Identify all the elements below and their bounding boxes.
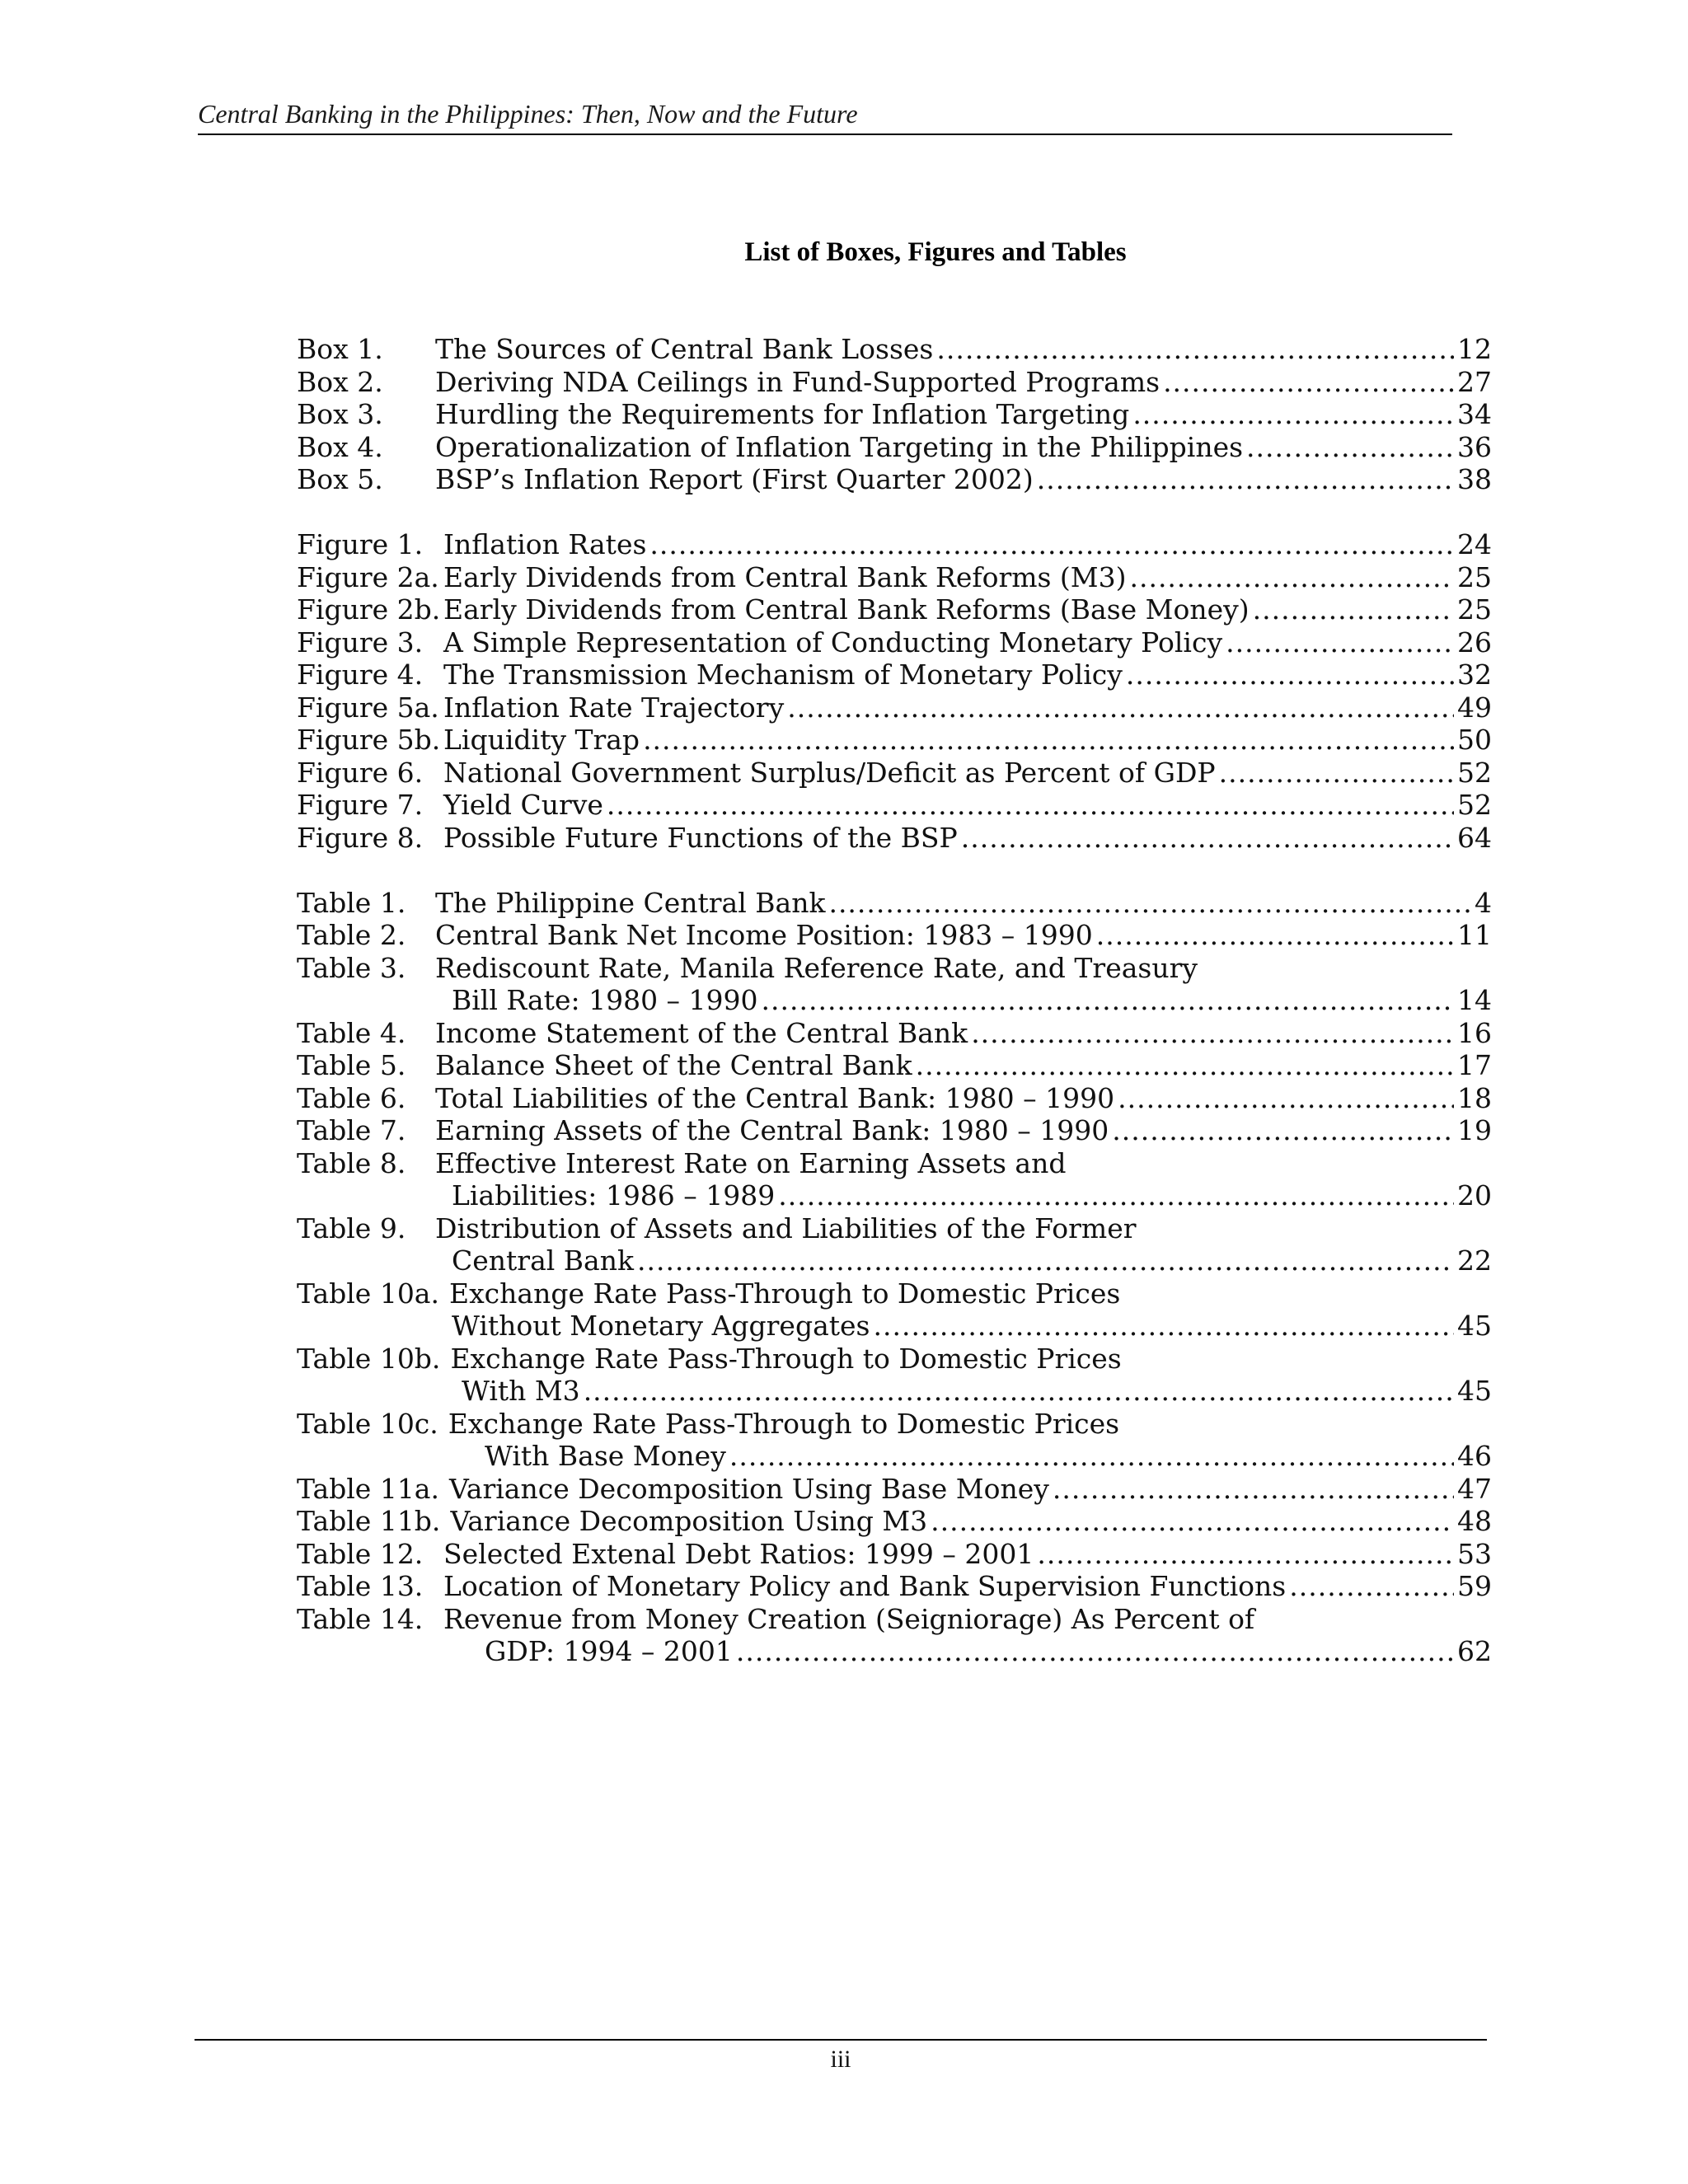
entry-label: Figure 7.: [297, 789, 424, 821]
toc-entry-figure-2b[interactable]: [297, 593, 1492, 626]
entry-page: 59: [1457, 1570, 1492, 1602]
figures-group: [297, 528, 1492, 854]
toc-entry-table-7[interactable]: [297, 1114, 1492, 1147]
dot-leader: [649, 528, 1454, 561]
entry-page: 50: [1457, 724, 1492, 756]
entry-title: The Transmission Mechanism of Monetary Policy: [443, 658, 1123, 691]
toc-entry-figure-6[interactable]: [297, 757, 1492, 790]
entry-label: Box 1.: [297, 333, 383, 365]
entry-page: 52: [1457, 789, 1492, 821]
entry-title: Rediscount Rate, Manila Reference Rate, and Treasury: [435, 951, 1198, 984]
entry-title: Balance Sheet of the Central Bank: [435, 1049, 912, 1081]
entry-title: BSP’s Inflation Report (First Quarter 2002): [435, 463, 1034, 495]
entry-page: 19: [1457, 1114, 1492, 1146]
entry-page: 20: [1457, 1179, 1492, 1212]
entry-title: Liquidity Trap: [443, 724, 640, 756]
entry-page: 14: [1457, 984, 1492, 1016]
dot-leader: [1129, 561, 1454, 594]
entry-title: Early Dividends from Central Bank Reforms (Base Money): [443, 593, 1250, 626]
entry-page: 12: [1457, 333, 1492, 365]
toc-entry-table-2[interactable]: [297, 919, 1492, 952]
dot-leader: [1246, 431, 1454, 464]
toc-entry-box-4[interactable]: [297, 431, 1492, 464]
entry-page: 45: [1457, 1310, 1492, 1342]
header-rule: [198, 134, 1452, 135]
dot-leader: [1289, 1570, 1454, 1603]
entry-label: Figure 4.: [297, 658, 424, 691]
entry-page: 46: [1457, 1440, 1492, 1472]
entry-label: Box 3.: [297, 398, 383, 430]
entry-page: 22: [1457, 1244, 1492, 1277]
entry-title: Income Statement of the Central Bank: [435, 1016, 968, 1049]
entry-title: Revenue from Money Creation (Seigniorage) As Percent of: [443, 1602, 1255, 1635]
entry-page: 25: [1457, 560, 1492, 593]
entry-label: Figure 1.: [297, 528, 424, 560]
entry-page: 49: [1457, 691, 1492, 724]
entry-label: Figure 6.: [297, 756, 424, 789]
toc-entry-table-5[interactable]: [297, 1049, 1492, 1082]
footer-rule: [195, 2039, 1487, 2041]
dot-leader: [1219, 757, 1454, 790]
toc-entry-table-13[interactable]: [297, 1570, 1492, 1603]
toc-entry-table-3[interactable]: [297, 952, 1492, 1017]
entry-title: Possible Future Functions of the BSP: [443, 821, 958, 854]
dot-leader: [873, 1310, 1454, 1343]
dot-leader: [1096, 919, 1454, 952]
dot-leader: [607, 789, 1454, 822]
entry-label: Table 2.: [297, 919, 406, 951]
entry-label: Table 10a.: [297, 1277, 439, 1310]
dot-leader: [762, 984, 1454, 1017]
running-header: Central Banking in the Philippines: Then, Now and the Future: [198, 99, 858, 129]
entry-title: Variance Decomposition Using Base Money: [448, 1472, 1049, 1505]
entry-label: Table 3.: [297, 951, 406, 984]
entry-title: Hurdling the Requirements for Inflation Targeting: [435, 398, 1130, 430]
dot-leader: [931, 1505, 1454, 1538]
entry-page: 48: [1457, 1505, 1492, 1537]
toc-entry-table-11a[interactable]: [297, 1473, 1492, 1506]
dot-leader: [828, 887, 1471, 920]
entry-title: Location of Monetary Policy and Bank Supervision Functions: [443, 1570, 1287, 1602]
dot-leader: [729, 1440, 1454, 1473]
entry-first-line: [297, 1408, 1492, 1441]
entry-page: 38: [1457, 463, 1492, 495]
dot-leader: [787, 691, 1454, 724]
dot-leader: [584, 1375, 1454, 1408]
entry-title: Exchange Rate Pass-Through to Domestic Prices: [448, 1407, 1120, 1440]
entry-continuation: [297, 1179, 1492, 1212]
toc-entry-table-9[interactable]: [297, 1212, 1492, 1277]
boxes-group: [297, 333, 1492, 496]
dot-leader: [778, 1179, 1454, 1212]
dot-leader: [1112, 1114, 1454, 1147]
entry-page: 25: [1457, 593, 1492, 626]
toc-entry-figure-2a[interactable]: [297, 561, 1492, 594]
entry-title-cont: Central Bank: [452, 1244, 634, 1277]
entry-page: 36: [1457, 430, 1492, 463]
entry-label: Table 12.: [297, 1537, 424, 1570]
entry-continuation: [297, 1375, 1492, 1408]
entry-label: Figure 2b.: [297, 593, 441, 626]
entry-label: Table 6.: [297, 1081, 406, 1114]
dot-leader: [1053, 1473, 1454, 1506]
entry-title: Inflation Rates: [443, 528, 647, 560]
entry-title: Earning Assets of the Central Bank: 1980 – 1990: [435, 1114, 1109, 1146]
toc-entry-table-10b[interactable]: [297, 1343, 1492, 1408]
entry-first-line: [297, 1343, 1492, 1376]
dot-leader: [936, 333, 1454, 366]
entry-continuation: [297, 1310, 1492, 1343]
entry-page: 26: [1457, 626, 1492, 658]
entry-first-line: [297, 1277, 1492, 1310]
entry-page: 32: [1457, 658, 1492, 691]
entry-title-cont: With M3: [462, 1375, 580, 1407]
entry-page: 27: [1457, 365, 1492, 398]
dot-leader: [971, 1017, 1454, 1050]
toc-entry-box-2[interactable]: [297, 366, 1492, 399]
toc-entry-figure-8[interactable]: [297, 822, 1492, 855]
entry-label: Figure 8.: [297, 821, 424, 854]
entry-title: Early Dividends from Central Bank Reforms (M3): [443, 560, 1127, 593]
entry-first-line: [297, 1603, 1492, 1636]
toc-entry-box-5[interactable]: [297, 463, 1492, 496]
toc-entry-figure-5a[interactable]: [297, 691, 1492, 724]
entry-title: Selected Extenal Debt Ratios: 1999 – 2001: [443, 1537, 1034, 1570]
page-title: List of Boxes, Figures and Tables: [744, 237, 1127, 267]
entry-label: Table 10c.: [297, 1407, 438, 1440]
entry-label: Table 14.: [297, 1602, 424, 1635]
entry-page: 52: [1457, 756, 1492, 789]
entry-title-cont: Liabilities: 1986 – 1989: [452, 1179, 776, 1212]
dot-leader: [1163, 366, 1454, 399]
entry-first-line: [297, 1212, 1492, 1245]
entry-page: 34: [1457, 398, 1492, 430]
toc-list: [297, 333, 1492, 1668]
entry-title: National Government Surplus/Deficit as Percent of GDP: [443, 756, 1216, 789]
entry-label: Table 5.: [297, 1049, 406, 1081]
entry-label: Box 5.: [297, 463, 383, 495]
page-number: iii: [830, 2046, 851, 2073]
toc-entry-figure-4[interactable]: [297, 658, 1492, 691]
entry-title-cont: Without Monetary Aggregates: [452, 1310, 870, 1342]
entry-label: Table 1.: [297, 886, 406, 919]
entry-page: 18: [1457, 1081, 1492, 1114]
dot-leader: [1132, 398, 1454, 431]
entry-continuation: [297, 1440, 1492, 1473]
toc-entry-table-12[interactable]: [297, 1538, 1492, 1571]
toc-entry-figure-7[interactable]: [297, 789, 1492, 822]
entry-title: Yield Curve: [443, 789, 603, 821]
toc-entry-figure-1[interactable]: [297, 528, 1492, 561]
entry-title: A Simple Representation of Conducting Monetary Policy: [443, 626, 1223, 658]
entry-label: Table 11b.: [297, 1505, 441, 1537]
entry-title: Distribution of Assets and Liabilities of the Former: [435, 1212, 1137, 1244]
entry-title: Operationalization of Inflation Targeting in the Philippines: [435, 430, 1244, 463]
toc-entry-table-11b[interactable]: [297, 1505, 1492, 1538]
entry-title: Exchange Rate Pass-Through to Domestic Prices: [450, 1342, 1122, 1375]
entry-label: Table 13.: [297, 1570, 424, 1602]
entry-page: 45: [1457, 1375, 1492, 1407]
dot-leader: [961, 822, 1454, 855]
entry-title: Effective Interest Rate on Earning Assets and: [435, 1146, 1067, 1179]
dot-leader: [1037, 463, 1454, 496]
toc-entry-table-1[interactable]: [297, 887, 1492, 920]
entry-label: Table 8.: [297, 1146, 406, 1179]
entry-title: The Philippine Central Bank: [435, 886, 826, 919]
entry-title-cont: Bill Rate: 1980 – 1990: [452, 984, 758, 1016]
entry-title: The Sources of Central Bank Losses: [435, 333, 934, 365]
dot-leader: [1037, 1538, 1454, 1571]
entry-page: 24: [1457, 528, 1492, 560]
toc-entry-box-3[interactable]: [297, 398, 1492, 431]
toc-entry-box-1[interactable]: [297, 333, 1492, 366]
entry-page: 62: [1457, 1635, 1492, 1667]
entry-title: Variance Decomposition Using M3: [450, 1505, 928, 1537]
entry-first-line: [297, 1147, 1492, 1180]
entry-title: Central Bank Net Income Position: 1983 – 1990: [435, 919, 1093, 951]
dot-leader: [1226, 626, 1454, 659]
toc-entry-table-10a[interactable]: [297, 1277, 1492, 1343]
toc-entry-table-8[interactable]: [297, 1147, 1492, 1212]
entry-label: Figure 5b.: [297, 724, 441, 756]
entry-continuation: [297, 984, 1492, 1017]
entry-title: Exchange Rate Pass-Through to Domestic Prices: [448, 1277, 1121, 1310]
dot-leader: [643, 724, 1454, 757]
entry-label: Table 4.: [297, 1016, 406, 1049]
entry-label: Table 10b.: [297, 1342, 441, 1375]
entry-label: Figure 3.: [297, 626, 424, 658]
toc-entry-table-10c[interactable]: [297, 1408, 1492, 1473]
entry-page: 16: [1457, 1016, 1492, 1049]
entry-label: Box 2.: [297, 365, 383, 398]
entry-label: Table 11a.: [297, 1472, 439, 1505]
toc-entry-table-14[interactable]: [297, 1603, 1492, 1668]
entry-label: Box 4.: [297, 430, 383, 463]
toc-entry-figure-5b[interactable]: [297, 724, 1492, 757]
entry-title: Total Liabilities of the Central Bank: 1980 – 1990: [435, 1081, 1115, 1114]
entry-page: 47: [1457, 1472, 1492, 1505]
dot-leader: [736, 1635, 1454, 1668]
entry-page: 53: [1457, 1537, 1492, 1570]
tables-group: [297, 887, 1492, 1668]
entry-first-line: [297, 952, 1492, 985]
entry-label: Figure 2a.: [297, 560, 439, 593]
dot-leader: [1126, 658, 1454, 691]
entry-title: Deriving NDA Ceilings in Fund-Supported Programs: [435, 365, 1160, 398]
entry-continuation: [297, 1635, 1492, 1668]
entry-continuation: [297, 1244, 1492, 1277]
toc-entry-figure-3[interactable]: [297, 626, 1492, 659]
dot-leader: [1118, 1082, 1454, 1115]
entry-page: 17: [1457, 1049, 1492, 1081]
dot-leader: [1253, 593, 1454, 626]
entry-label: Table 9.: [297, 1212, 406, 1244]
dot-leader: [637, 1244, 1454, 1277]
toc-entry-table-6[interactable]: [297, 1082, 1492, 1115]
toc-entry-table-4[interactable]: [297, 1017, 1492, 1050]
entry-title-cont: With Base Money: [485, 1440, 726, 1472]
entry-page: 4: [1475, 886, 1492, 919]
entry-page: 64: [1457, 821, 1492, 854]
entry-label: Figure 5a.: [297, 691, 439, 724]
entry-label: Table 7.: [297, 1114, 406, 1146]
entry-page: 11: [1457, 919, 1492, 951]
entry-title: Inflation Rate Trajectory: [443, 691, 785, 724]
dot-leader: [916, 1049, 1454, 1082]
entry-title-cont: GDP: 1994 – 2001: [485, 1635, 733, 1667]
